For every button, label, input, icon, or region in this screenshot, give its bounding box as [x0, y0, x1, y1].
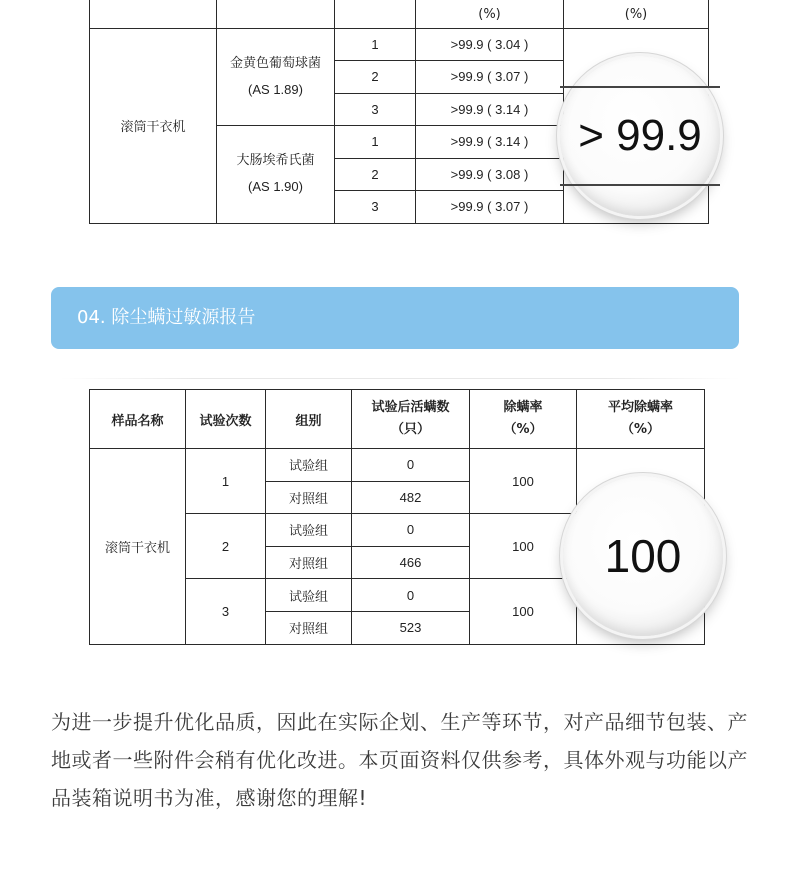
header-unit: (%) — [624, 6, 648, 22]
magnified-table-line — [560, 86, 720, 88]
header-group: 组别 — [266, 390, 352, 449]
count-cell: 0 — [352, 514, 470, 547]
trial-cell: 2 — [335, 61, 416, 94]
group-cell: 试验组 — [266, 579, 352, 612]
trial-cell: 1 — [335, 126, 416, 159]
count-cell: 466 — [352, 546, 470, 579]
header-unit: （%） — [503, 422, 543, 437]
value-cell: >99.9 ( 3.14 ) — [416, 93, 564, 126]
rate-cell: 100 — [470, 514, 577, 579]
header-trial: 试验次数 — [186, 390, 266, 449]
rate-cell: 100 — [470, 579, 577, 644]
strain-code: (AS 1.90) — [248, 179, 303, 195]
trial-cell: 2 — [186, 514, 266, 579]
header-label: 除螨率 — [503, 400, 543, 415]
trial-cell: 3 — [335, 93, 416, 126]
header-sample: 样品名称 — [90, 390, 186, 449]
value-cell: >99.9 ( 3.07 ) — [416, 191, 564, 224]
magnified-value: 100 — [604, 530, 682, 582]
strain-cell — [217, 126, 335, 224]
count-cell: 482 — [352, 481, 470, 514]
header-cell — [217, 0, 335, 28]
trial-cell: 1 — [335, 28, 416, 61]
magnified-value: > 99.9 — [578, 111, 702, 160]
group-cell: 试验组 — [266, 449, 352, 482]
trial-cell: 1 — [186, 449, 266, 514]
trial-cell: 3 — [186, 579, 266, 644]
strain-name: 金黄色葡萄球菌 — [229, 55, 321, 71]
strain-cell — [217, 28, 335, 126]
table-row — [90, 449, 705, 482]
header-removal — [470, 390, 577, 449]
value-cell: >99.9 ( 3.08 ) — [416, 158, 564, 191]
value-cell: >99.9 ( 3.14 ) — [416, 126, 564, 159]
magnified-table-line — [560, 184, 720, 186]
header-cell — [335, 0, 416, 28]
magnifier-lens — [560, 56, 720, 216]
group-cell: 对照组 — [266, 481, 352, 514]
header-avg-removal — [577, 390, 705, 449]
header-unit: （%） — [620, 422, 661, 437]
trial-cell: 2 — [335, 158, 416, 191]
table-header-row — [90, 0, 709, 28]
strain-code: (AS 1.89) — [248, 81, 303, 97]
strain-name: 大肠埃希氏菌 — [236, 153, 315, 169]
section-title: 04. 除尘螨过敏源报告 — [77, 307, 256, 328]
divider — [60, 378, 740, 379]
rate-cell: 100 — [470, 449, 577, 514]
sample-name-cell: 滚筒干衣机 — [90, 449, 186, 645]
group-cell: 试验组 — [266, 514, 352, 547]
header-label: 试验后活螨数 — [371, 400, 450, 415]
header-cell — [90, 0, 217, 28]
disclaimer-text: 为进一步提升优化品质，因此在实际企划、生产等环节，对产品细节包装、产地或者一些附件会稍有优化改进。本页面资料仅供参考，具体外观与功能以产品装箱说明书为准，感谢您的理解! — [51, 710, 748, 810]
header-label: 平均除螨率 — [607, 400, 673, 415]
header-cell — [564, 0, 709, 28]
table-header-row — [90, 390, 705, 449]
group-cell: 对照组 — [266, 611, 352, 644]
header-unit: (%) — [478, 6, 501, 22]
count-cell: 523 — [352, 611, 470, 644]
header-cell — [416, 0, 564, 28]
magnifier-lens — [563, 476, 723, 636]
sample-name-cell: 滚筒干衣机 — [90, 28, 217, 223]
section-header — [51, 287, 739, 349]
count-cell: 0 — [352, 579, 470, 612]
header-unit: （只） — [390, 422, 430, 437]
header-live-mites — [352, 390, 470, 449]
value-cell: >99.9 ( 3.07 ) — [416, 61, 564, 94]
value-cell: >99.9 ( 3.04 ) — [416, 28, 564, 61]
group-cell: 对照组 — [266, 546, 352, 579]
trial-cell: 3 — [335, 191, 416, 224]
table-row — [90, 28, 709, 61]
count-cell: 0 — [352, 449, 470, 482]
